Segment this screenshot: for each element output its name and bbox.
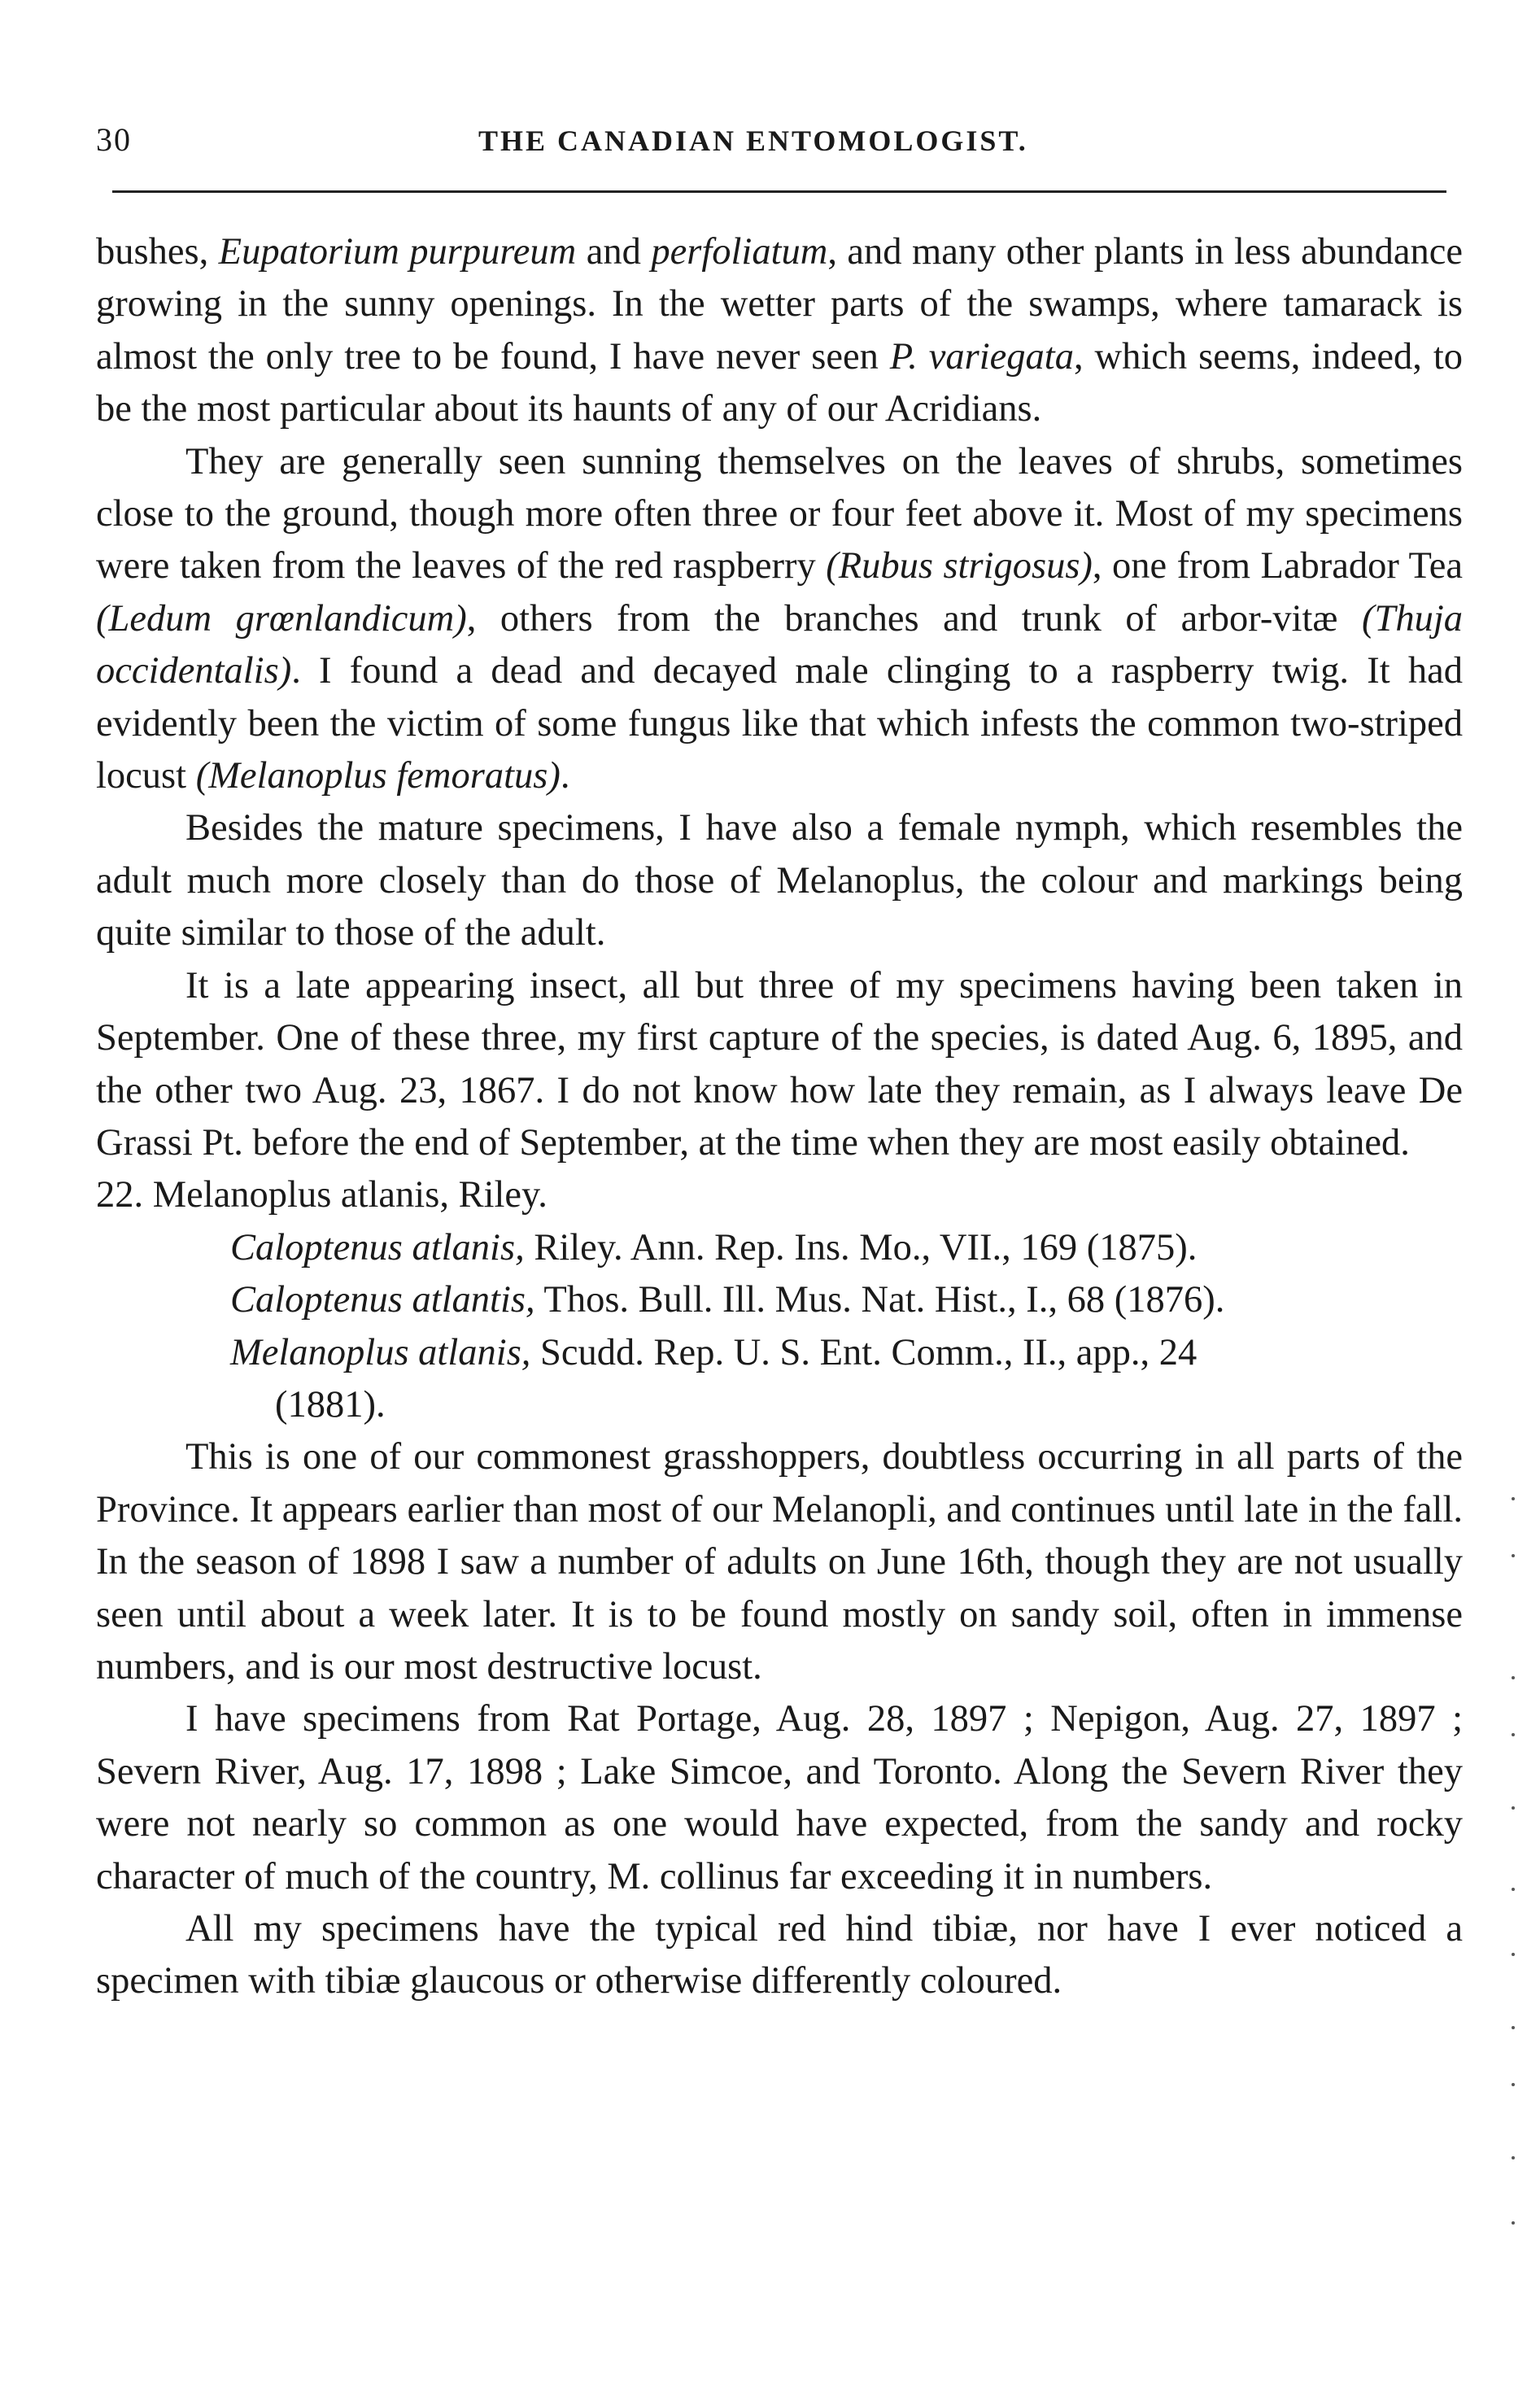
synonym-name: Melanoplus atlanis,: [230, 1331, 531, 1373]
margin-specks: [1512, 1465, 1528, 2278]
text-run: , others from the branches and trunk of arbor-vitæ: [466, 597, 1362, 640]
speck: [1512, 1497, 1515, 1500]
synonym-name: Caloptenus atlantis,: [230, 1279, 535, 1321]
speck: [1512, 2221, 1515, 2225]
paragraph-2: [96, 436, 1463, 803]
italic-taxon: (Melanoplus femoratus): [195, 755, 561, 797]
synonym-line-1: [96, 1222, 1463, 1274]
synonym-line-3: [96, 1327, 1463, 1379]
text-run: , which seems, indeed, to be the most particular about its haunts of any of our Acridians.: [96, 335, 1463, 430]
text-run: bushes,: [96, 231, 219, 273]
text-run: They are generally seen sunning themselves on the leaves of shrubs, sometimes close to the ground, though more often three or four feet above it. Most of my specimens were taken from the leaves of the red raspberry: [96, 440, 1463, 587]
speck: [1512, 1554, 1515, 1557]
speck: [1512, 1953, 1515, 1956]
synonym-name: Caloptenus atlanis,: [230, 1226, 525, 1268]
page-header: [96, 106, 1463, 171]
speck: [1512, 1806, 1515, 1810]
species-heading: 22. Melanoplus atlanis, Riley.: [96, 1174, 548, 1216]
text-run: , and many other plants in less abundance growing in the sunny openings. In the wetter parts of the swamps, where tamarack is almost the only tree to be found, I have never seen: [96, 231, 1463, 378]
text-run: . I found a dead and decayed male clinging to a raspberry twig. It had evidently been the victim of some fungus like that which infests the common two-striped locust: [96, 650, 1463, 797]
paragraph-7: All my specimens have the typical red hind tibiæ, nor have I ever noticed a specimen with tibiæ glaucous or otherwise differently coloured.: [96, 1908, 1463, 2002]
running-head: THE CANADIAN ENTOMOLOGIST.: [478, 124, 1028, 157]
italic-taxon: perfoliatum: [651, 231, 828, 273]
speck: [1512, 2083, 1515, 2086]
italic-taxon: P. variegata: [889, 335, 1074, 378]
italic-taxon: (Ledum grœnlandicum): [96, 597, 467, 640]
header-rule: [112, 190, 1446, 193]
paragraph-4: It is a late appearing insect, all but three of my specimens having been taken in September. One of these three, my first capture of the species, is dated Aug. 6, 1895, and the other two Aug. 23, 1867. I do not know how late they remain, as I always leave De Grassi Pt. before the end of September, at the time when they are most easily obtained.: [96, 964, 1463, 1164]
speck: [1512, 1676, 1515, 1679]
speck: [1512, 1888, 1515, 1891]
italic-taxon: (Rubus strigosus): [826, 545, 1093, 587]
italic-taxon: Eupatorium purpureum: [218, 231, 577, 273]
synonym-line-2: [96, 1274, 1463, 1326]
paragraph-6: I have specimens from Rat Portage, Aug. 28, 1897 ; Nepigon, Aug. 27, 1897 ; Severn River, Aug. 17, 1898 ; Lake Simcoe, and Toronto. Along the Severn River they were not nearly so common as one would have expected, from the sandy and rocky character of much of the country, M. collinus far exceeding it in numbers.: [96, 1698, 1463, 1897]
paragraph-3: Besides the mature specimens, I have also a female nymph, which resembles the adult much more closely than do those of Melanoplus, the colour and markings being quite similar to those of the adult.: [96, 807, 1463, 954]
italic-taxon: (Thuja occidentalis): [96, 597, 1463, 692]
synonym-reference: Thos. Bull. Ill. Mus. Nat. Hist., I., 68 (1876).: [534, 1279, 1225, 1321]
paragraph-5: This is one of our commonest grasshoppers, doubtless occurring in all parts of the Province. It appears earlier than most of our Melanopli, and continues until late in the fall. In the season of 1898 I saw a number of adults on June 16th, though they are not usually seen until about a week later. It is to be found mostly on sandy soil, often in immense numbers, and is our most destructive locust.: [96, 1436, 1463, 1688]
body-text: [96, 226, 1463, 2008]
page-number: 30: [96, 121, 132, 158]
speck: [1512, 2026, 1515, 2029]
speck: [1512, 2156, 1515, 2159]
synonym-reference: Riley. Ann. Rep. Ins. Mo., VII., 169 (1875).: [524, 1226, 1198, 1268]
document-page: [96, 106, 1463, 2002]
text-run: , one from Labrador Tea: [1092, 545, 1463, 587]
synonym-reference: Scudd. Rep. U. S. Ent. Comm., II., app., 24: [530, 1331, 1198, 1373]
paragraph-1: [96, 226, 1463, 436]
text-run: and: [576, 231, 652, 273]
speck: [1512, 1733, 1515, 1736]
text-run: .: [560, 755, 570, 797]
synonym-continuation: (1881).: [275, 1383, 386, 1426]
